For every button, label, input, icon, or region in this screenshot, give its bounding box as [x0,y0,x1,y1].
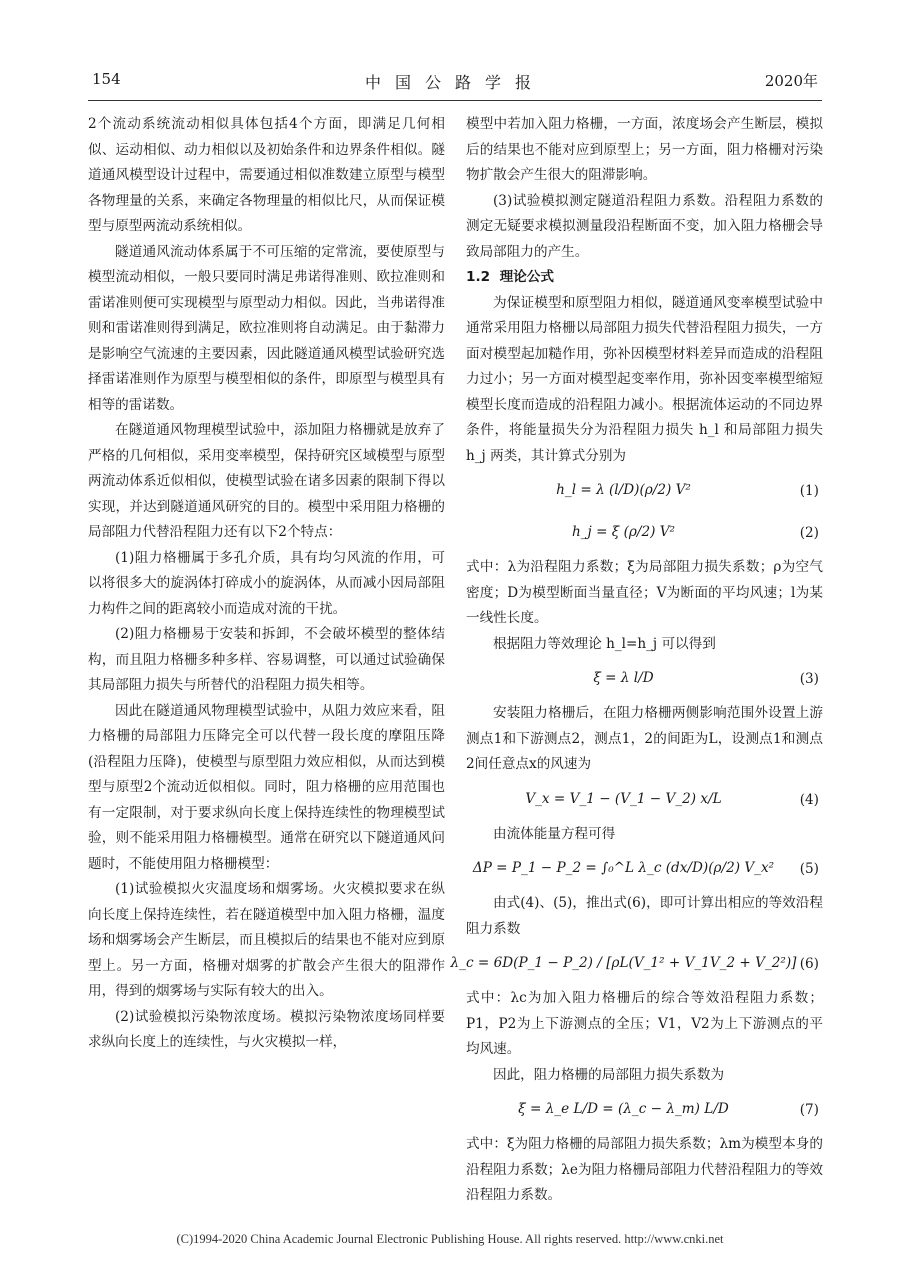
paragraph: 为保证模型和原型阻力相似，隧道通风变率模型试验中通常采用阻力格栅以局部阻力损失代替沿程阻力损失，一方面对模型起加糙作用，弥补因模型材料差异而造成的沿程阻力过小；另一方面对模型起变率作用，弥补因变率模型缩短模型长度而造成的沿程阻力减小。根据流体运动的不同边界条件，将能量损失分为沿程阻力损失 h_l 和局部阻力损失 h_j 两类，其计算式分别为 [466,294,823,464]
paragraph: 2个流动系统流动相似具体包括4个方面，即满足几何相似、运动相似、动力相似以及初始条件和边界条件相似。隧道通风模型设计过程中，需要通过相似准数建立原型与模型各物理量的关系，来确定各物理量的相似比尺，从而保证模型与原型两流动系统相似。 [88,116,445,234]
equation-expression: h_l = λ (l/D)(ρ/2) V² [556,482,691,499]
paragraph: 式中：ξ为阻力格栅的局部阻力损失系数；λm为模型本身的沿程阻力系数；λe为阻力格栅局部阻力代替沿程阻力的等效沿程阻力系数。 [466,1136,823,1203]
paragraph: 式中：λc为加入阻力格栅后的综合等效沿程阻力系数；P1，P2为上下游测点的全压；V1，V2为上下游测点的平均风速。 [466,990,823,1057]
equation-5 [466,849,823,889]
equation-3 [466,659,823,699]
equation-7 [466,1090,823,1130]
equation-number: (7) [799,1102,819,1118]
equation-6 [450,944,823,984]
paragraph: (3)试验模拟测定隧道沿程阻力系数。沿程阻力系数的测定无疑要求模拟测量段沿程断面不变，加入阻力格栅会导致局部阻力的产生。 [466,192,823,260]
paragraph: 式中：λ为沿程阻力系数；ξ为局部阻力损失系数；ρ为空气密度；D为模型断面当量直径；V为断面的平均风速；l为某一线性长度。 [466,559,823,626]
paragraph: (1)试验模拟火灾温度场和烟雾场。火灾模拟要求在纵向长度上保持连续性，若在隧道模型中加入阻力格栅，温度场和烟雾场会产生断层，而且模拟后的结果也不能对应到原型上。另一方面，格栅对烟雾的扩散会产生很大的阻滞作用，得到的烟雾场与实际有较大的出入。 [88,881,445,999]
journal-title: 中国公路学报 [364,73,545,92]
paragraph: 由式(4)、(5)，推出式(6)，即可计算出相应的等效沿程阻力系数 [466,895,823,937]
equation-number: (3) [799,671,819,687]
equation-number: (4) [799,791,819,808]
equation-expression: h_j = ξ (ρ/2) V² [571,524,676,541]
copyright-footer: (C)1994-2020 China Academic Journal Electronic Publishing House. All rights reserved. http://www.cnki.net [176,1232,724,1246]
page-header [92,70,818,96]
paragraph: 安装阻力格栅后，在阻力格栅两侧影响范围外设置上游测点1和下游测点2，测点1，2的间距为L，设测点1和测点2间任意点x的风速为 [466,705,823,772]
equation-number: (5) [799,861,819,877]
equation-number: (1) [799,483,819,499]
paragraph: (2)试验模拟污染物浓度场。模拟污染物浓度场同样要求纵向长度上的连续性，与火灾模拟一样， [88,1008,445,1050]
page-number: 154 [92,70,121,88]
right-column [450,112,823,1209]
left-column [88,112,445,1056]
header-rule [88,100,822,101]
paragraph: 隧道通风流动体系属于不可压缩的定常流，要使原型与模型流动相似，一般只要同时满足弗诺得准则、欧拉准则和雷诺准则便可实现模型与原型动力相似。因此，当弗诺得准则和雷诺准则得到满足，欧拉准则将自动满足。由于黏滞力是影响空气流速的主要因素，因此隧道通风模型试验研究选择雷诺准则作为原型与模型相似的条件，即原型与模型具有相等的雷诺数。 [88,243,445,413]
equation-expression: ΔP = P_1 − P_2 = ∫₀^L λ_c (dx/D)(ρ/2) V_x² [472,860,775,877]
equation-expression: V_x = V_1 − (V_1 − V_2) x/L [525,790,722,807]
paragraph: (1)阻力格栅属于多孔介质，具有均匀风流的作用，可以将很多大的旋涡体打碎成小的旋涡体，从而减小因局部阻力构件之间的距离较小而造成对流的干扰。 [88,549,445,617]
paragraph: 因此，阻力格栅的局部阻力损失系数为 [493,1066,725,1083]
paragraph: 在隧道通风物理模型试验中，添加阻力格栅就是放弃了严格的几何相似，采用变率模型，保持研究区域模型与原型两流动体系近似相似，使模型试验在诸多因素的限制下得以实现，并达到隧道通风研究的目的。模型中采用阻力格栅的局部阻力代替沿程阻力还有以下2个特点： [88,422,445,540]
equation-expression: ξ = λ_e L/D = (λ_c − λ_m) L/D [518,1101,729,1118]
equation-expression: λ_c = 6D(P_1 − P_2) / [ρL(V_1² + V_1V_2 + V_2²)] [450,955,797,972]
paragraph: 由流体能量方程可得 [493,825,616,842]
paragraph: 因此在隧道通风物理模型试验中，从阻力效应来看，阻力格栅的局部阻力压降完全可以代替一段长度的摩阻压降(沿程阻力压降)，使模型与原型阻力效应相似，从而达到模型与原型2个流动近似相似。同时，阻力格栅的应用范围也有一定限制，对于要求纵向长度上保持连续性的物理模型试验，则不能采用阻力格栅模型。通常在研究以下隧道通风问题时，不能使用阻力格栅模型： [88,702,445,872]
equation-number: (6) [799,956,819,972]
paragraph: 模型中若加入阻力格栅，一方面，浓度场会产生断层，模拟后的结果也不能对应到原型上；另一方面，阻力格栅对污染物扩散会产生很大的阻滞影响。 [466,116,823,183]
equation-expression: ξ = λ l/D [593,670,654,687]
equation-4 [466,780,823,820]
equation-2 [466,513,823,553]
equation-number: (2) [799,525,819,541]
section-title: 理论公式 [499,269,554,285]
publication-year: 2020年 [764,72,818,90]
paragraph: 根据阻力等效理论 h_l=h_j 可以得到 [493,635,716,652]
paragraph: (2)阻力格栅易于安装和拆卸，不会破坏模型的整体结构，而且阻力格栅多种多样、容易调整，可以通过试验确保其局部阻力损失与所替代的沿程阻力损失相等。 [88,626,445,693]
section-number: 1.2 [466,269,491,285]
section-heading [466,265,823,291]
equation-1 [466,471,823,511]
